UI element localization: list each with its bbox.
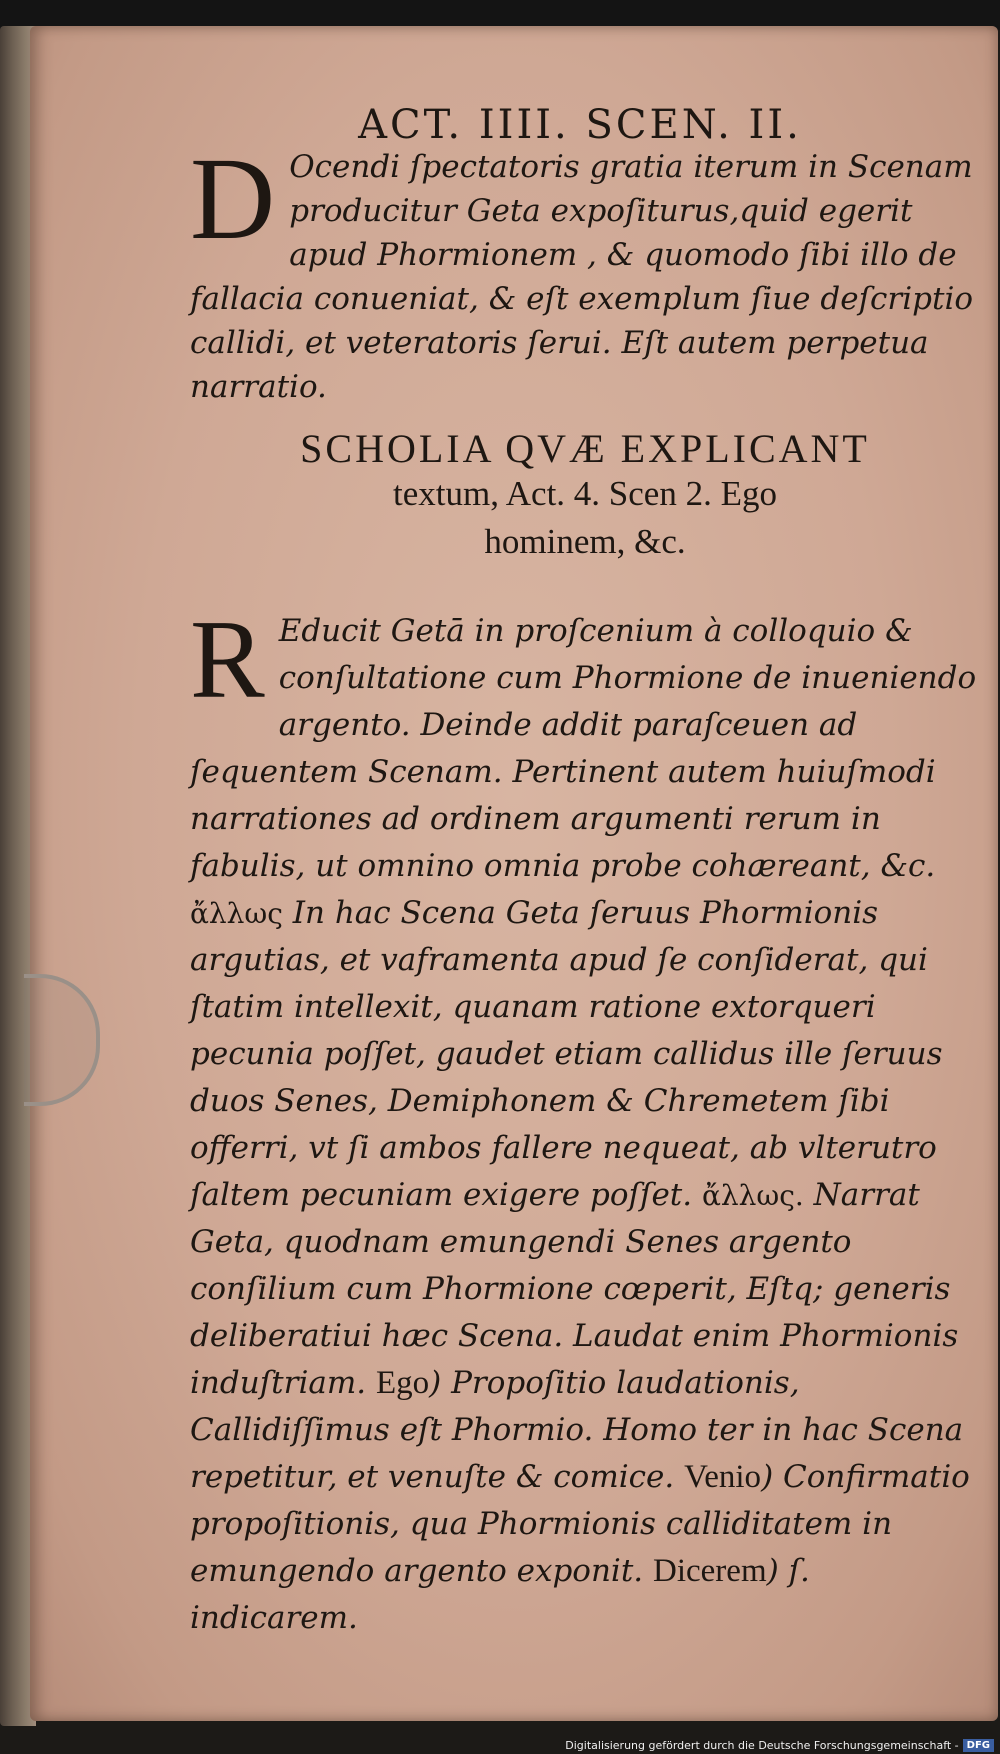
lemma-ego: Ego	[375, 1365, 430, 1401]
commentary-text-6: ) ſ. indicarem.	[190, 1553, 810, 1636]
lemma-venio: Venio	[684, 1459, 762, 1495]
book-clasp	[24, 974, 100, 1106]
scholia-subtitle	[205, 470, 965, 566]
commentary-dropcap: R	[190, 598, 265, 722]
act-heading: ACT. IIII. SCEN. II.	[358, 102, 802, 148]
scholia-subtitle-line-2: hominem, &c.	[484, 522, 686, 561]
commentary-text-2: In hac Scena Geta ſeruus Phormionis argutias, et vaframenta apud ſe conſiderat, qui ſtatim intellexit, quanam ratione extorqueri pecunia poſſet, gaudet etiam callidus ille ſeruus duos Senes, Demiphonem & Chremetem ſibi offerri, vt ſi ambos fallere nequeat, ab vlterutro ſaltem pecuniam exigere poſſet.	[190, 895, 943, 1213]
intro-dropcap: D	[190, 133, 276, 264]
intro-paragraph	[190, 133, 980, 409]
commentary-paragraph	[190, 598, 980, 1642]
greek-word-2: ἄλλως.	[701, 1179, 804, 1212]
commentary-text-4: ) Propoſitio laudationis, Callidiſſimus eſt Phormio. Homo ter in hac Scena repetitur, et venuſte & comice.	[190, 1365, 964, 1495]
commentary-text-5: ) Confirmatio propoſitionis, qua Phormionis calliditatem in emungendo argento exponit.	[190, 1459, 970, 1589]
commentary-text-1: Educit Getā in proſcenium à colloquio & conſultatione cum Phormione de inueniendo argento. Deinde addit paraſceuen ad ſequentem Scenam. Pertinent autem huiuſmodi narrationes ad ordinem argumenti rerum in fabulis, ut omnino omnia probe cohæreant, &c.	[190, 613, 977, 884]
digitization-footer	[565, 1739, 994, 1752]
intro-text: Ocendi ſpectatoris gratia iterum in Scenam producitur Geta expoſiturus,quid egerit apud Phormionem , & quomodo ſibi illo de fallacia conueniat, & eſt exemplum ſiue deſcriptio callidi, et veteratoris ſerui. Eſt autem perpetua narratio.	[190, 149, 974, 405]
scholia-subtitle-line-1: textum, Act. 4. Scen 2. Ego	[393, 474, 777, 513]
dfg-logo: DFG	[963, 1739, 994, 1752]
footer-text: Digitalisierung gefördert durch die Deutsche Forschungsgemeinschaft -	[565, 1739, 959, 1752]
lemma-dicerem: Dicerem	[653, 1553, 767, 1589]
commentary-text-3: Narrat Geta, quodnam emungendi Senes argento conſilium cum Phormione cœperit, Eſtq; generis deliberatiui hæc Scena. Laudat enim Phormionis induſtriam.	[190, 1177, 959, 1401]
greek-word-1: ἄλλως	[190, 897, 283, 930]
scholia-title: SCHOLIA QVÆ EXPLICANT	[300, 426, 870, 471]
